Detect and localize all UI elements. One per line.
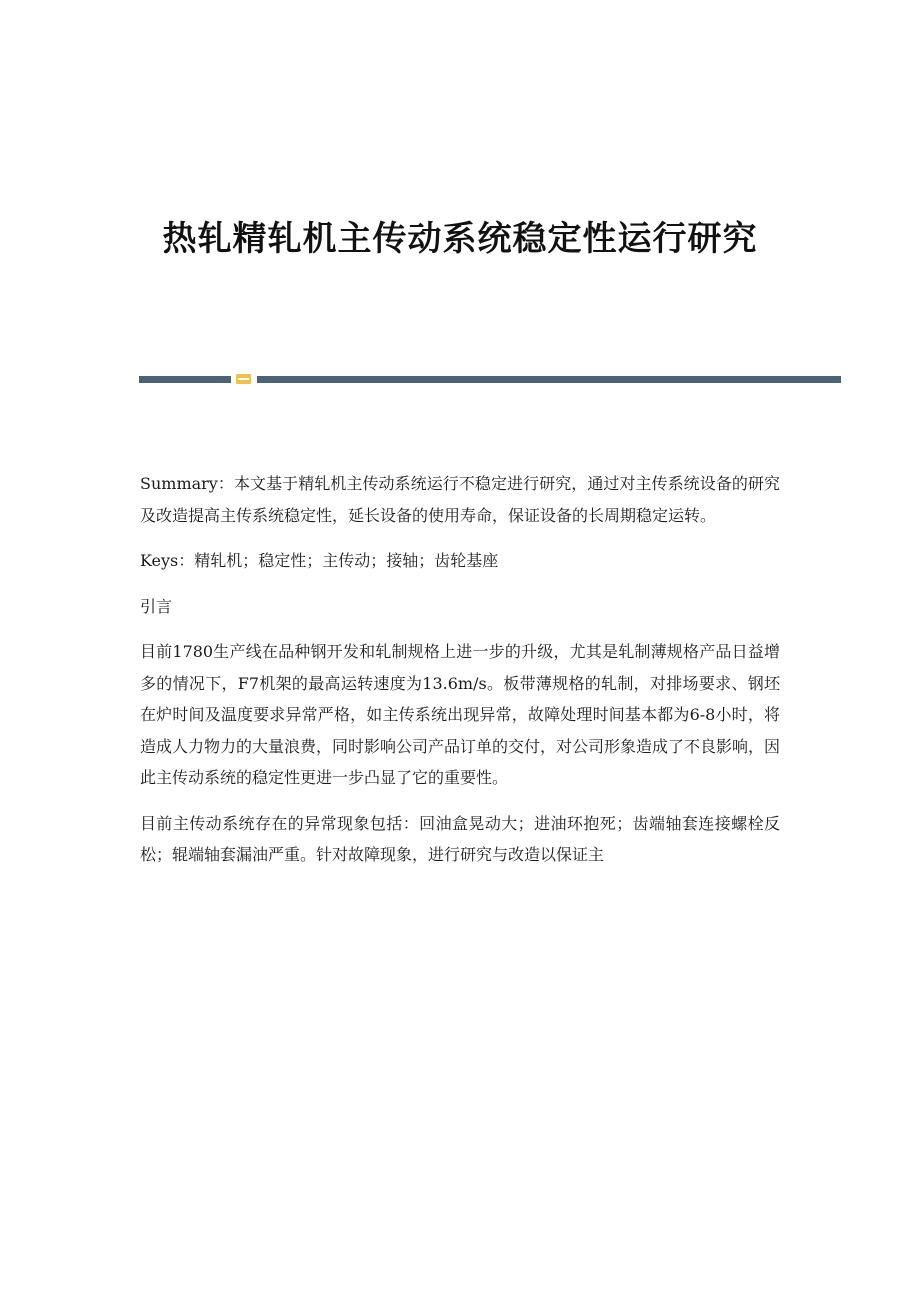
divider-ornament-icon xyxy=(236,374,251,384)
page-title: 热轧精轧机主传动系统稳定性运行研究 xyxy=(162,219,758,259)
section-heading-introduction: 引言 xyxy=(140,596,173,616)
summary-paragraph: Summary：本文基于精轧机主传动系统运行不稳定进行研究，通过对主传系统设备的研究及改造提高主传系统稳定性，延长设备的使用寿命，保证设备的长周期稳定运转。 xyxy=(140,474,780,525)
divider-bar-right xyxy=(257,376,841,383)
divider-bar-left xyxy=(139,376,231,383)
document-body xyxy=(140,468,780,885)
title-divider xyxy=(139,374,841,384)
keywords-paragraph: Keys：精轧机；稳定性；主传动；接轴；齿轮基座 xyxy=(140,551,499,570)
body-paragraph: 目前主传动系统存在的异常现象包括：回油盒晃动大；进油环抱死；齿端轴套连接螺栓反松；辊端轴套漏油严重。针对故障现象，进行研究与改造以保证主 xyxy=(140,813,780,864)
body-paragraph: 目前1780生产线在品种钢开发和轧制规格上进一步的升级，尤其是轧制薄规格产品日益增多的情况下，F7机架的最高运转速度为13.6m/s。板带薄规格的轧制，对排场要求、钢坯在炉时间及温度要求异常严格，如主传系统出现异常，故障处理时间基本都为6-8小时，将造成人力物力的大量浪费，同时影响公司产品订单的交付，对公司形象造成了不良影响，因此主传动系统的稳定性更进一步凸显了它的重要性。 xyxy=(140,642,781,787)
